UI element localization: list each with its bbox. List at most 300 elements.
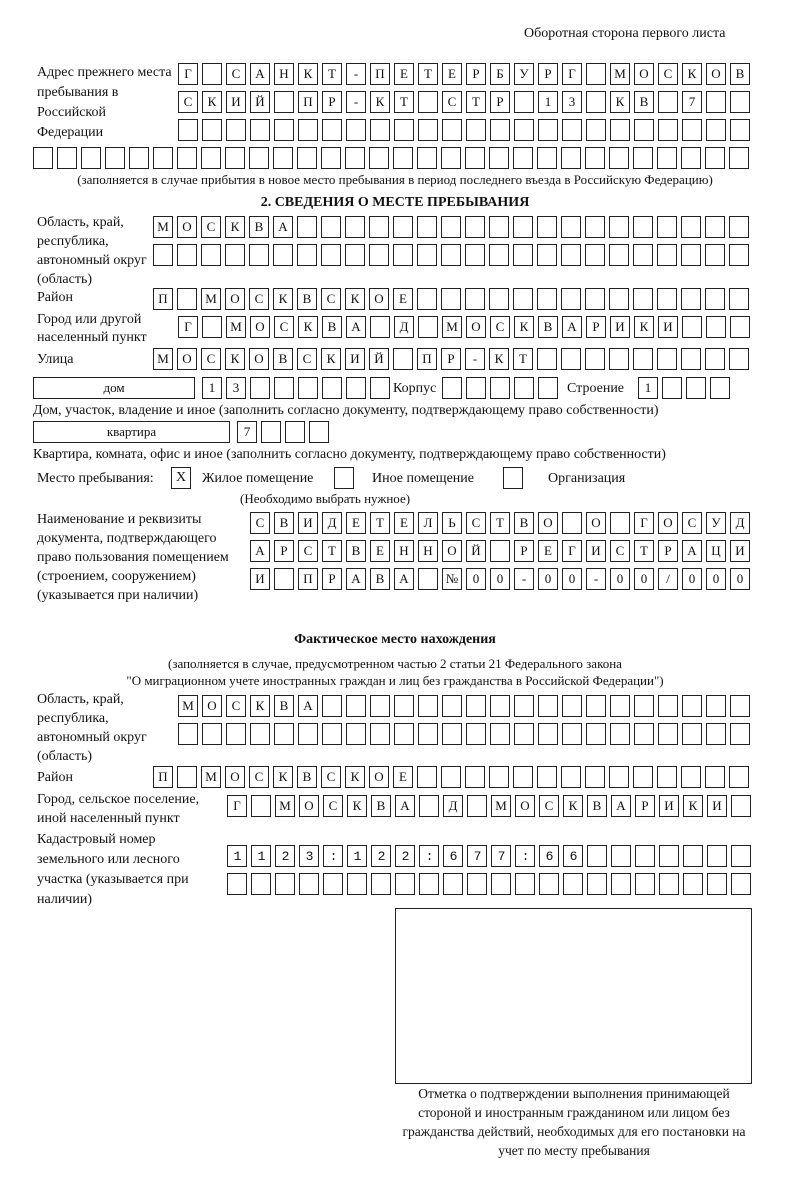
char-cell[interactable]: Е bbox=[394, 512, 414, 534]
char-cell[interactable]: М bbox=[226, 316, 246, 338]
char-cell[interactable]: К bbox=[273, 288, 293, 310]
char-cell[interactable] bbox=[442, 119, 462, 141]
char-cell[interactable] bbox=[585, 288, 605, 310]
char-cell[interactable] bbox=[153, 244, 173, 266]
char-cell[interactable] bbox=[706, 723, 726, 745]
char-cell[interactable]: Р bbox=[322, 568, 342, 590]
street-row[interactable] bbox=[153, 348, 749, 370]
char-cell[interactable] bbox=[633, 766, 653, 788]
char-cell[interactable]: 0 bbox=[682, 568, 702, 590]
char-cell[interactable] bbox=[466, 119, 486, 141]
char-cell[interactable]: М bbox=[275, 795, 295, 817]
char-cell[interactable]: О bbox=[225, 766, 245, 788]
char-cell[interactable]: 3 bbox=[226, 377, 246, 399]
char-cell[interactable] bbox=[225, 244, 245, 266]
char-cell[interactable]: С bbox=[201, 216, 221, 238]
char-cell[interactable]: А bbox=[346, 568, 366, 590]
char-cell[interactable] bbox=[537, 147, 557, 169]
char-cell[interactable]: - bbox=[465, 348, 485, 370]
char-cell[interactable]: В bbox=[274, 695, 294, 717]
char-cell[interactable] bbox=[706, 695, 726, 717]
char-cell[interactable] bbox=[250, 377, 270, 399]
char-cell[interactable] bbox=[609, 348, 629, 370]
char-cell[interactable]: В bbox=[297, 288, 317, 310]
char-cell[interactable]: 0 bbox=[466, 568, 486, 590]
char-cell[interactable] bbox=[537, 348, 557, 370]
char-cell[interactable]: О bbox=[225, 288, 245, 310]
char-cell[interactable] bbox=[610, 695, 630, 717]
char-cell[interactable] bbox=[419, 795, 439, 817]
char-cell[interactable] bbox=[563, 873, 583, 895]
char-cell[interactable] bbox=[57, 147, 77, 169]
stay-option-1-checkbox[interactable]: X bbox=[171, 467, 191, 489]
char-cell[interactable] bbox=[562, 512, 582, 534]
char-cell[interactable] bbox=[705, 147, 725, 169]
char-cell[interactable]: Л bbox=[418, 512, 438, 534]
char-cell[interactable]: Т bbox=[394, 91, 414, 113]
char-cell[interactable] bbox=[177, 244, 197, 266]
char-cell[interactable] bbox=[729, 348, 749, 370]
char-cell[interactable] bbox=[490, 695, 510, 717]
char-cell[interactable] bbox=[657, 288, 677, 310]
char-cell[interactable] bbox=[538, 723, 558, 745]
char-cell[interactable] bbox=[561, 244, 581, 266]
char-cell[interactable] bbox=[514, 119, 534, 141]
char-cell[interactable] bbox=[489, 766, 509, 788]
char-cell[interactable]: Н bbox=[418, 540, 438, 562]
char-cell[interactable]: Й bbox=[466, 540, 486, 562]
stay-option-2-checkbox[interactable] bbox=[334, 467, 354, 489]
char-cell[interactable]: Д bbox=[443, 795, 463, 817]
char-cell[interactable]: О bbox=[538, 512, 558, 534]
char-cell[interactable] bbox=[561, 216, 581, 238]
char-cell[interactable] bbox=[394, 695, 414, 717]
char-cell[interactable] bbox=[465, 288, 485, 310]
char-cell[interactable]: П bbox=[153, 288, 173, 310]
char-cell[interactable] bbox=[418, 119, 438, 141]
char-cell[interactable]: 0 bbox=[490, 568, 510, 590]
char-cell[interactable]: А bbox=[298, 695, 318, 717]
char-cell[interactable] bbox=[274, 91, 294, 113]
char-cell[interactable] bbox=[513, 147, 533, 169]
char-cell[interactable]: 0 bbox=[706, 568, 726, 590]
char-cell[interactable] bbox=[369, 216, 389, 238]
char-cell[interactable]: Е bbox=[442, 63, 462, 85]
char-cell[interactable] bbox=[681, 348, 701, 370]
char-cell[interactable] bbox=[561, 147, 581, 169]
char-cell[interactable] bbox=[657, 147, 677, 169]
char-cell[interactable] bbox=[465, 147, 485, 169]
char-cell[interactable] bbox=[370, 316, 390, 338]
char-cell[interactable] bbox=[705, 244, 725, 266]
char-cell[interactable]: Е bbox=[393, 766, 413, 788]
char-cell[interactable] bbox=[514, 695, 534, 717]
char-cell[interactable] bbox=[585, 348, 605, 370]
char-cell[interactable] bbox=[129, 147, 149, 169]
char-cell[interactable] bbox=[705, 766, 725, 788]
char-cell[interactable] bbox=[490, 377, 510, 399]
char-cell[interactable] bbox=[321, 216, 341, 238]
char-cell[interactable] bbox=[346, 723, 366, 745]
house-type-field[interactable]: дом bbox=[33, 377, 195, 399]
char-cell[interactable]: К bbox=[273, 766, 293, 788]
char-cell[interactable] bbox=[633, 216, 653, 238]
char-cell[interactable] bbox=[731, 873, 751, 895]
char-cell[interactable]: Р bbox=[538, 63, 558, 85]
char-cell[interactable] bbox=[706, 119, 726, 141]
char-cell[interactable]: - bbox=[346, 91, 366, 113]
char-cell[interactable]: Г bbox=[227, 795, 247, 817]
char-cell[interactable]: М bbox=[153, 348, 173, 370]
char-cell[interactable] bbox=[466, 723, 486, 745]
actual-region-row-1[interactable] bbox=[178, 695, 750, 717]
char-cell[interactable] bbox=[442, 723, 462, 745]
char-cell[interactable] bbox=[609, 288, 629, 310]
char-cell[interactable] bbox=[729, 147, 749, 169]
char-cell[interactable]: У bbox=[514, 63, 534, 85]
doc-row-2[interactable] bbox=[250, 540, 750, 562]
char-cell[interactable]: Т bbox=[370, 512, 390, 534]
char-cell[interactable] bbox=[681, 244, 701, 266]
char-cell[interactable]: Т bbox=[634, 540, 654, 562]
char-cell[interactable] bbox=[611, 873, 631, 895]
prev-address-row-2[interactable] bbox=[178, 91, 750, 113]
char-cell[interactable] bbox=[466, 695, 486, 717]
char-cell[interactable] bbox=[465, 766, 485, 788]
char-cell[interactable] bbox=[729, 766, 749, 788]
char-cell[interactable]: В bbox=[297, 766, 317, 788]
char-cell[interactable]: И bbox=[707, 795, 727, 817]
char-cell[interactable]: И bbox=[659, 795, 679, 817]
char-cell[interactable] bbox=[370, 723, 390, 745]
char-cell[interactable]: Б bbox=[490, 63, 510, 85]
char-cell[interactable] bbox=[105, 147, 125, 169]
char-cell[interactable]: А bbox=[250, 540, 270, 562]
char-cell[interactable]: П bbox=[298, 91, 318, 113]
char-cell[interactable] bbox=[418, 695, 438, 717]
char-cell[interactable] bbox=[710, 377, 730, 399]
char-cell[interactable]: С bbox=[226, 63, 246, 85]
char-cell[interactable]: И bbox=[298, 512, 318, 534]
char-cell[interactable]: Р bbox=[441, 348, 461, 370]
char-cell[interactable]: С bbox=[274, 316, 294, 338]
char-cell[interactable]: М bbox=[201, 288, 221, 310]
char-cell[interactable] bbox=[394, 119, 414, 141]
char-cell[interactable]: - bbox=[346, 63, 366, 85]
char-cell[interactable] bbox=[251, 795, 271, 817]
char-cell[interactable]: В bbox=[730, 63, 750, 85]
char-cell[interactable]: О bbox=[177, 348, 197, 370]
char-cell[interactable]: 0 bbox=[634, 568, 654, 590]
char-cell[interactable] bbox=[538, 377, 558, 399]
char-cell[interactable] bbox=[682, 695, 702, 717]
char-cell[interactable] bbox=[201, 244, 221, 266]
char-cell[interactable] bbox=[418, 316, 438, 338]
char-cell[interactable]: Т bbox=[322, 540, 342, 562]
char-cell[interactable] bbox=[537, 766, 557, 788]
char-cell[interactable] bbox=[610, 512, 630, 534]
char-cell[interactable] bbox=[609, 766, 629, 788]
char-cell[interactable]: В bbox=[274, 512, 294, 534]
char-cell[interactable]: Р bbox=[322, 91, 342, 113]
char-cell[interactable] bbox=[202, 316, 222, 338]
char-cell[interactable] bbox=[657, 766, 677, 788]
char-cell[interactable]: К bbox=[683, 795, 703, 817]
char-cell[interactable]: В bbox=[634, 91, 654, 113]
char-cell[interactable]: 0 bbox=[538, 568, 558, 590]
char-cell[interactable] bbox=[370, 119, 390, 141]
char-cell[interactable] bbox=[634, 723, 654, 745]
char-cell[interactable]: Г bbox=[562, 63, 582, 85]
char-cell[interactable] bbox=[658, 91, 678, 113]
char-cell[interactable] bbox=[345, 244, 365, 266]
char-cell[interactable]: 7 bbox=[237, 421, 257, 443]
char-cell[interactable]: Т bbox=[418, 63, 438, 85]
char-cell[interactable] bbox=[226, 723, 246, 745]
char-cell[interactable]: Е bbox=[394, 63, 414, 85]
char-cell[interactable] bbox=[273, 147, 293, 169]
char-cell[interactable] bbox=[490, 540, 510, 562]
char-cell[interactable] bbox=[610, 723, 630, 745]
char-cell[interactable]: А bbox=[273, 216, 293, 238]
char-cell[interactable]: Т bbox=[490, 512, 510, 534]
char-cell[interactable] bbox=[345, 216, 365, 238]
char-cell[interactable] bbox=[538, 695, 558, 717]
char-cell[interactable] bbox=[491, 873, 511, 895]
char-cell[interactable] bbox=[297, 244, 317, 266]
prev-address-row-3[interactable] bbox=[178, 119, 750, 141]
char-cell[interactable] bbox=[490, 119, 510, 141]
char-cell[interactable]: О bbox=[442, 540, 462, 562]
char-cell[interactable]: В bbox=[371, 795, 391, 817]
actual-district-row[interactable] bbox=[153, 766, 749, 788]
char-cell[interactable] bbox=[513, 244, 533, 266]
char-cell[interactable]: О bbox=[249, 348, 269, 370]
char-cell[interactable] bbox=[681, 288, 701, 310]
char-cell[interactable]: К bbox=[489, 348, 509, 370]
char-cell[interactable] bbox=[513, 766, 533, 788]
char-cell[interactable]: О bbox=[177, 216, 197, 238]
char-cell[interactable]: А bbox=[346, 316, 366, 338]
char-cell[interactable] bbox=[443, 873, 463, 895]
char-cell[interactable]: Д bbox=[730, 512, 750, 534]
cadastre-row-2[interactable] bbox=[227, 873, 751, 895]
char-cell[interactable] bbox=[562, 695, 582, 717]
char-cell[interactable] bbox=[539, 873, 559, 895]
char-cell[interactable] bbox=[441, 244, 461, 266]
char-cell[interactable] bbox=[586, 695, 606, 717]
char-cell[interactable] bbox=[537, 288, 557, 310]
char-cell[interactable] bbox=[202, 723, 222, 745]
char-cell[interactable]: П bbox=[153, 766, 173, 788]
char-cell[interactable] bbox=[309, 421, 329, 443]
char-cell[interactable] bbox=[274, 377, 294, 399]
char-cell[interactable] bbox=[634, 119, 654, 141]
char-cell[interactable]: А bbox=[682, 540, 702, 562]
char-cell[interactable]: С bbox=[323, 795, 343, 817]
char-cell[interactable]: К bbox=[682, 63, 702, 85]
char-cell[interactable]: С bbox=[321, 288, 341, 310]
prev-address-row-4[interactable] bbox=[33, 147, 749, 169]
char-cell[interactable] bbox=[202, 63, 222, 85]
char-cell[interactable] bbox=[730, 119, 750, 141]
char-cell[interactable] bbox=[466, 377, 486, 399]
flat-number-row[interactable] bbox=[237, 421, 329, 443]
char-cell[interactable]: Т bbox=[322, 63, 342, 85]
char-cell[interactable]: Й bbox=[250, 91, 270, 113]
char-cell[interactable] bbox=[489, 244, 509, 266]
char-cell[interactable]: П bbox=[417, 348, 437, 370]
char-cell[interactable]: - bbox=[586, 568, 606, 590]
char-cell[interactable] bbox=[201, 147, 221, 169]
char-cell[interactable]: 1 bbox=[202, 377, 222, 399]
char-cell[interactable]: К bbox=[298, 316, 318, 338]
char-cell[interactable]: 0 bbox=[610, 568, 630, 590]
char-cell[interactable]: 0 bbox=[562, 568, 582, 590]
char-cell[interactable] bbox=[274, 723, 294, 745]
char-cell[interactable] bbox=[322, 377, 342, 399]
char-cell[interactable] bbox=[226, 119, 246, 141]
char-cell[interactable]: М bbox=[153, 216, 173, 238]
char-cell[interactable]: К bbox=[225, 348, 245, 370]
char-cell[interactable] bbox=[346, 695, 366, 717]
char-cell[interactable] bbox=[418, 568, 438, 590]
char-cell[interactable] bbox=[322, 695, 342, 717]
char-cell[interactable]: К bbox=[610, 91, 630, 113]
char-cell[interactable] bbox=[686, 377, 706, 399]
char-cell[interactable] bbox=[729, 244, 749, 266]
char-cell[interactable] bbox=[419, 873, 439, 895]
char-cell[interactable]: Ц bbox=[706, 540, 726, 562]
char-cell[interactable] bbox=[81, 147, 101, 169]
char-cell[interactable] bbox=[705, 216, 725, 238]
char-cell[interactable]: У bbox=[706, 512, 726, 534]
char-cell[interactable] bbox=[562, 119, 582, 141]
char-cell[interactable] bbox=[635, 873, 655, 895]
char-cell[interactable] bbox=[585, 216, 605, 238]
char-cell[interactable]: Н bbox=[394, 540, 414, 562]
char-cell[interactable] bbox=[730, 91, 750, 113]
char-cell[interactable] bbox=[249, 244, 269, 266]
char-cell[interactable]: С bbox=[201, 348, 221, 370]
char-cell[interactable]: А bbox=[395, 795, 415, 817]
char-cell[interactable] bbox=[634, 695, 654, 717]
char-cell[interactable] bbox=[274, 119, 294, 141]
char-cell[interactable] bbox=[441, 288, 461, 310]
char-cell[interactable]: О bbox=[634, 63, 654, 85]
char-cell[interactable]: О bbox=[369, 766, 389, 788]
char-cell[interactable] bbox=[417, 147, 437, 169]
char-cell[interactable]: К bbox=[345, 766, 365, 788]
char-cell[interactable] bbox=[442, 695, 462, 717]
char-cell[interactable]: А bbox=[611, 795, 631, 817]
char-cell[interactable] bbox=[370, 695, 390, 717]
char-cell[interactable]: С bbox=[658, 63, 678, 85]
char-cell[interactable]: 3 bbox=[562, 91, 582, 113]
char-cell[interactable]: С bbox=[466, 512, 486, 534]
char-cell[interactable]: Р bbox=[274, 540, 294, 562]
char-cell[interactable] bbox=[275, 873, 295, 895]
char-cell[interactable] bbox=[274, 568, 294, 590]
korpus-row[interactable] bbox=[442, 377, 558, 399]
char-cell[interactable] bbox=[251, 873, 271, 895]
char-cell[interactable] bbox=[587, 873, 607, 895]
char-cell[interactable]: А bbox=[562, 316, 582, 338]
char-cell[interactable]: И bbox=[586, 540, 606, 562]
char-cell[interactable] bbox=[705, 288, 725, 310]
char-cell[interactable] bbox=[662, 377, 682, 399]
char-cell[interactable] bbox=[609, 244, 629, 266]
char-cell[interactable] bbox=[659, 873, 679, 895]
char-cell[interactable] bbox=[177, 288, 197, 310]
char-cell[interactable] bbox=[657, 348, 677, 370]
char-cell[interactable] bbox=[683, 873, 703, 895]
char-cell[interactable] bbox=[585, 766, 605, 788]
char-cell[interactable] bbox=[561, 288, 581, 310]
char-cell[interactable] bbox=[177, 147, 197, 169]
char-cell[interactable] bbox=[298, 723, 318, 745]
char-cell[interactable]: С bbox=[298, 540, 318, 562]
char-cell[interactable]: О bbox=[706, 63, 726, 85]
char-cell[interactable] bbox=[609, 147, 629, 169]
char-cell[interactable]: Р bbox=[658, 540, 678, 562]
char-cell[interactable] bbox=[514, 91, 534, 113]
char-cell[interactable] bbox=[681, 216, 701, 238]
char-cell[interactable] bbox=[202, 119, 222, 141]
char-cell[interactable] bbox=[489, 147, 509, 169]
char-cell[interactable]: В bbox=[249, 216, 269, 238]
char-cell[interactable]: М bbox=[201, 766, 221, 788]
char-cell[interactable]: С bbox=[442, 91, 462, 113]
char-cell[interactable] bbox=[393, 244, 413, 266]
char-cell[interactable] bbox=[682, 316, 702, 338]
char-cell[interactable] bbox=[417, 216, 437, 238]
char-cell[interactable] bbox=[682, 119, 702, 141]
char-cell[interactable] bbox=[393, 348, 413, 370]
char-cell[interactable] bbox=[467, 873, 487, 895]
actual-city-row[interactable] bbox=[227, 795, 751, 817]
char-cell[interactable] bbox=[249, 147, 269, 169]
actual-region-row-2[interactable] bbox=[178, 723, 750, 745]
char-cell[interactable] bbox=[657, 244, 677, 266]
char-cell[interactable] bbox=[417, 288, 437, 310]
char-cell[interactable] bbox=[730, 695, 750, 717]
char-cell[interactable]: В bbox=[587, 795, 607, 817]
char-cell[interactable]: Р bbox=[635, 795, 655, 817]
char-cell[interactable]: Г bbox=[562, 540, 582, 562]
char-cell[interactable]: И bbox=[730, 540, 750, 562]
char-cell[interactable] bbox=[731, 795, 751, 817]
char-cell[interactable]: Т bbox=[466, 91, 486, 113]
char-cell[interactable]: Е bbox=[393, 288, 413, 310]
char-cell[interactable]: А bbox=[250, 63, 270, 85]
char-cell[interactable]: Е bbox=[346, 512, 366, 534]
char-cell[interactable]: К bbox=[202, 91, 222, 113]
char-cell[interactable] bbox=[299, 873, 319, 895]
char-cell[interactable]: Г bbox=[178, 63, 198, 85]
char-cell[interactable]: К bbox=[250, 695, 270, 717]
char-cell[interactable] bbox=[297, 216, 317, 238]
char-cell[interactable]: И bbox=[345, 348, 365, 370]
char-cell[interactable] bbox=[730, 723, 750, 745]
char-cell[interactable]: С bbox=[539, 795, 559, 817]
flat-type-field[interactable]: квартира bbox=[33, 421, 230, 443]
char-cell[interactable]: С bbox=[490, 316, 510, 338]
char-cell[interactable]: С bbox=[226, 695, 246, 717]
char-cell[interactable] bbox=[323, 873, 343, 895]
char-cell[interactable]: Н bbox=[274, 63, 294, 85]
char-cell[interactable]: С bbox=[682, 512, 702, 534]
